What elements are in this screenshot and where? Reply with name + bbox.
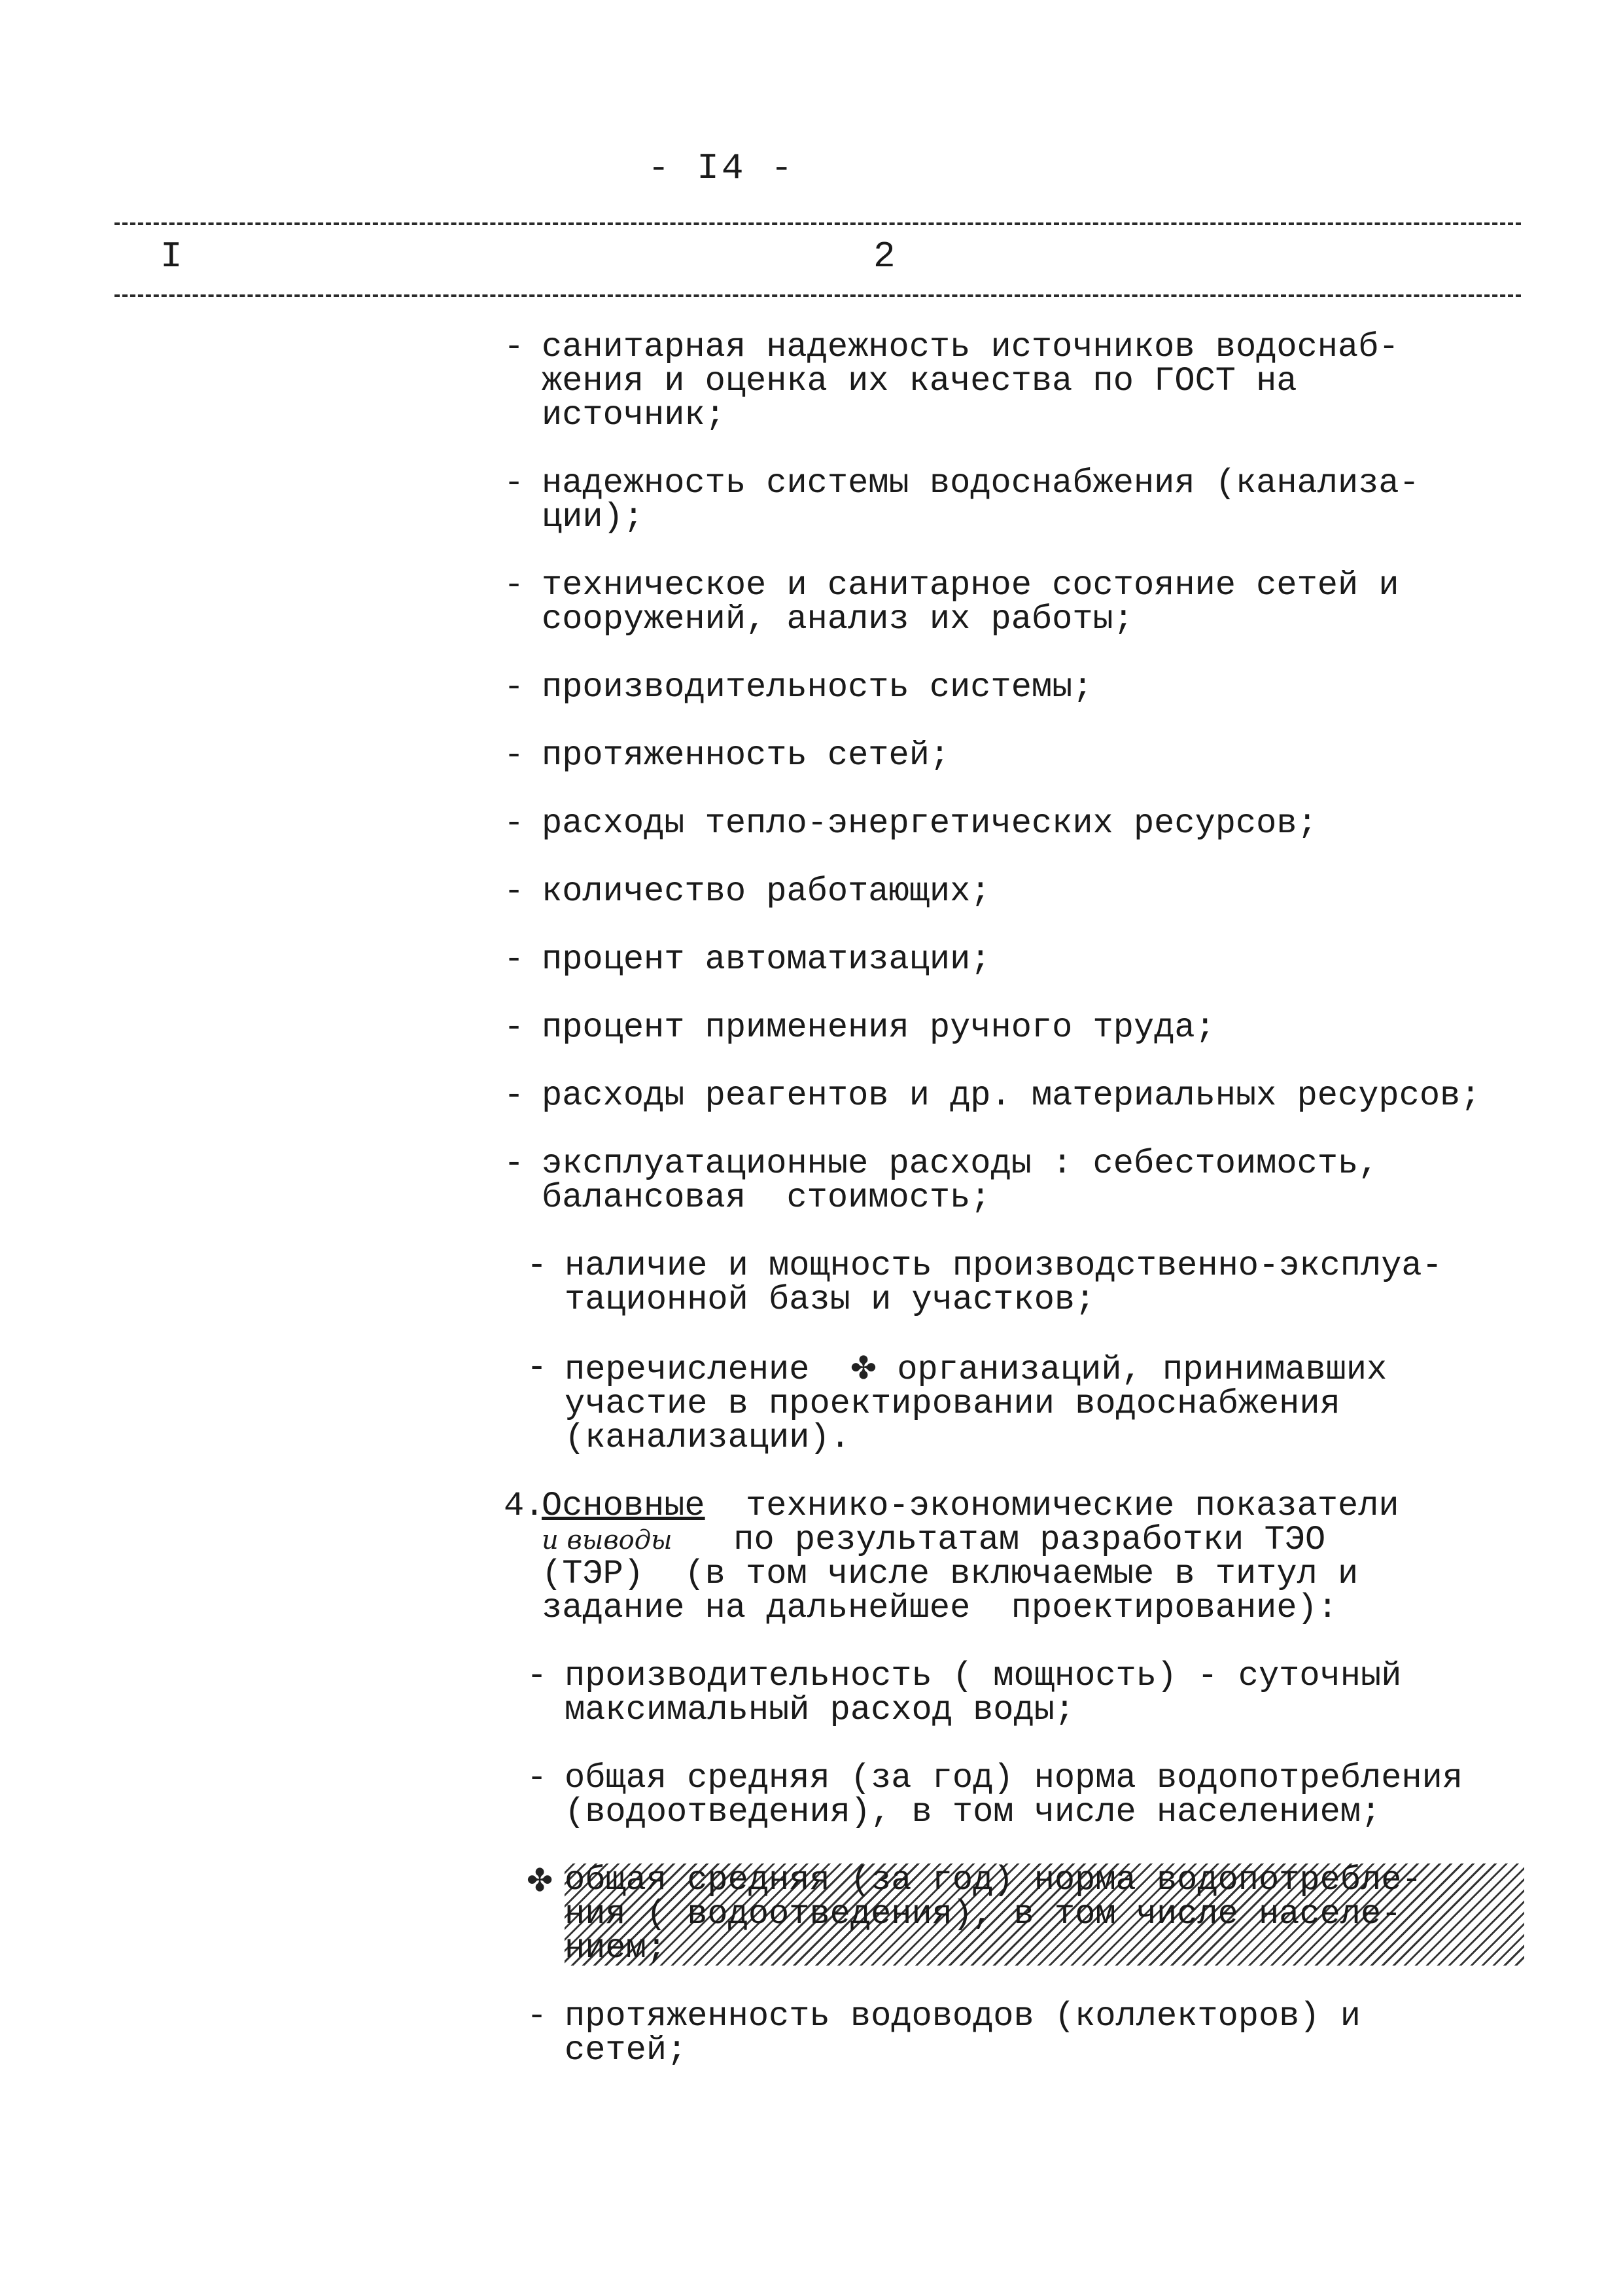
list-item: - процент применения ручного труда; [504, 1008, 1215, 1047]
list-item: - процент автоматизации; [504, 940, 991, 979]
list-item: - техническое и санитарное состояние сетей и сооружений, анализ их работы; [504, 566, 1399, 639]
list-item: - количество работающих; [504, 872, 991, 911]
list-item: - перечисление ✤ организаций, принимавших участие в проектировании водоснабжения (канализации). [527, 1349, 1387, 1457]
list-item: - надежность системы водоснабжения (канализа- ции); [504, 464, 1420, 537]
insertion-mark-icon: ✤ [850, 1350, 877, 1386]
list-item: - эксплуатационные расходы : себестоимость, балансовая стоимость; [504, 1144, 1379, 1217]
insertion-mark-icon: ✤ [527, 1862, 553, 1899]
page-number: - I4 - [648, 147, 795, 189]
column-2-content [504, 330, 1524, 2102]
list-item: - санитарная надежность источников водоснаб- жения и оценка их качества по ГОСТ на источник; [504, 328, 1399, 434]
table-header-bottom-rule [114, 294, 1521, 297]
column-2-header: 2 [873, 236, 896, 277]
list-item: - общая средняя (за год) норма водопотребления (водоотведения), в том числе населением; [527, 1759, 1463, 1831]
list-item: - протяженность водоводов (коллекторов) и сетей; [527, 1997, 1361, 2070]
column-1-header: I [160, 236, 183, 277]
handwritten-insertion: и выводы [542, 1525, 672, 1555]
list-item: - протяженность сетей; [504, 736, 951, 775]
list-item: - производительность системы; [504, 668, 1093, 707]
table-header-top-rule [114, 222, 1521, 225]
section-4-heading: 4. Основные технико-экономические показатели и выводы по результатам разработки ТЭО (ТЭР) (в том числе включаемые в титул и задание на дальнейшее проектирование): [504, 1487, 1399, 1627]
list-item: - наличие и мощность производственно-эксплуа- тационной базы и участков; [527, 1246, 1442, 1319]
list-item: - расходы тепло-энергетических ресурсов; [504, 804, 1318, 843]
list-item: - производительность ( мощность) - суточный максимальный расход воды; [527, 1657, 1402, 1729]
struck-list-item: ✤ общая средняя (за год) норма водопотребле- ния ( водоотведения), в том числе населе- нием; [504, 1863, 1524, 1966]
list-item: - расходы реагентов и др. материальных ресурсов; [504, 1076, 1481, 1115]
